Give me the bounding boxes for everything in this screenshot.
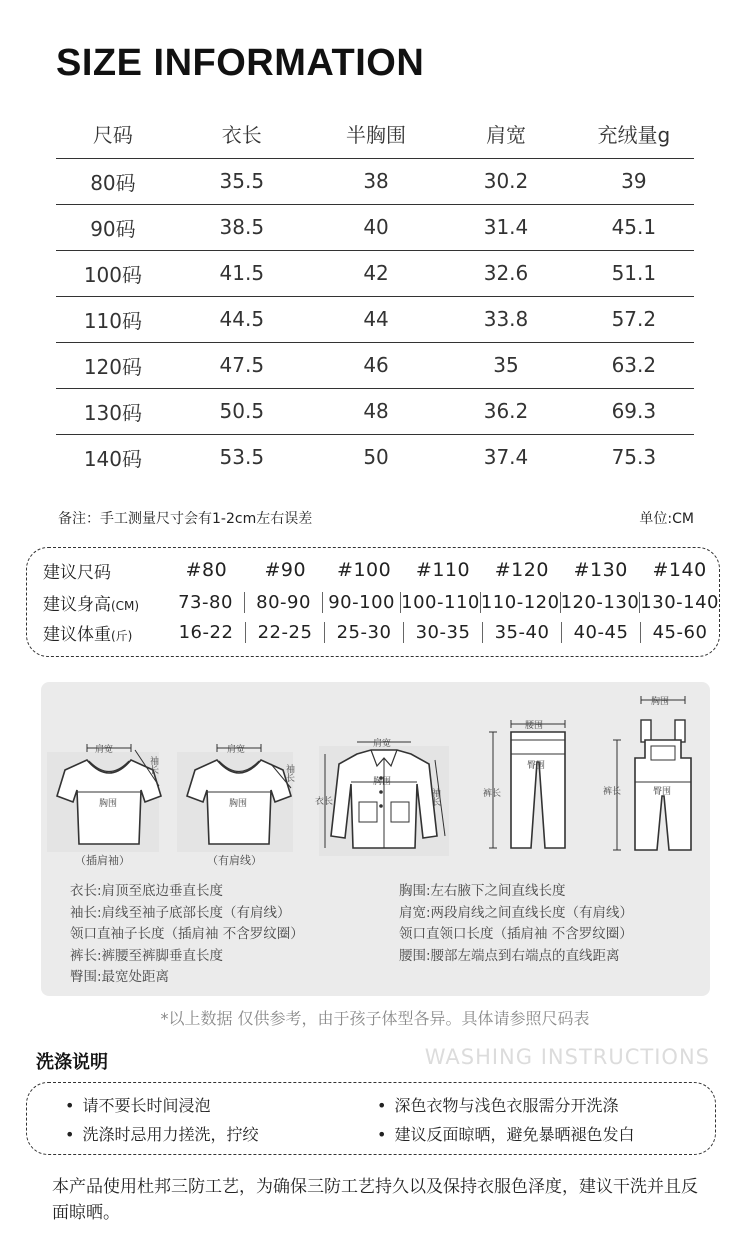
height-cell: 90-100 <box>322 592 400 613</box>
page-title: SIZE INFORMATION <box>56 42 425 84</box>
raglan-caption: （插肩袖） <box>75 854 130 867</box>
weight-cell: 16-22 <box>178 621 234 643</box>
chest-label: 胸围 <box>99 799 118 809</box>
shoulder-width-label: 肩宽 <box>373 739 392 749</box>
table-cell: 37.4 <box>483 445 529 470</box>
size-cell: #120 <box>494 559 549 581</box>
definition-line: 肩宽:两段肩线之间直线长度（有肩线） <box>399 904 634 921</box>
definition-line: 袖长:肩线至袖子底部长度（有肩线） <box>70 904 291 921</box>
table-cell: 53.5 <box>219 445 265 470</box>
table-cell: 40 <box>314 204 439 250</box>
table-cell: 41.5 <box>170 250 314 296</box>
table-row <box>56 158 694 204</box>
size-cell: #140 <box>652 559 707 581</box>
table-cell: 110码 <box>56 296 170 342</box>
washing-instructions-box <box>26 1082 716 1155</box>
length-label: 衣长 <box>315 797 334 807</box>
raglan-tshirt-diagram <box>47 734 167 867</box>
recommended-size-row <box>27 555 719 585</box>
definition-line: 臀围:最宽处距离 <box>70 969 170 986</box>
disclaimer-text: *以上数据 仅供参考，由于孩子体型各异。具体请参照尺码表 <box>160 1009 590 1028</box>
size-table <box>56 110 694 480</box>
recommended-weight-row <box>27 617 719 647</box>
table-cell: 57.2 <box>574 296 694 342</box>
table-cell: 63.2 <box>574 342 694 388</box>
table-cell: 31.4 <box>438 204 573 250</box>
measurement-diagram-panel <box>41 682 710 996</box>
header-cell: 衣长 <box>170 110 314 158</box>
table-cell: 120码 <box>56 342 170 388</box>
chest-label: 胸围 <box>229 799 248 809</box>
pants-diagram <box>481 718 571 868</box>
header-cell: 肩宽 <box>438 110 573 158</box>
size-cell: #110 <box>415 559 471 581</box>
table-cell: 50 <box>363 445 389 470</box>
weight-cell: 25-30 <box>324 622 403 643</box>
table-row <box>56 434 694 480</box>
table-cell: 30.2 <box>438 158 573 204</box>
washing-item: • 请不要长时间浸泡 <box>65 1093 210 1116</box>
chest-label: 胸围 <box>651 697 670 707</box>
sleeve-length-label: 袖长 <box>284 764 294 782</box>
table-cell: 48 <box>314 388 439 434</box>
height-cell: 100-110 <box>401 591 480 613</box>
definition-line: 领口直袖子长度（插肩袖 不含罗纹圈） <box>70 926 304 943</box>
table-cell: 44 <box>314 296 439 342</box>
weight-cell: 30-35 <box>403 622 482 643</box>
care-note: 本产品使用杜邦三防工艺，为确保三防工艺持久以及保持衣服色泽度，建议干洗并且反面晾晒。 <box>52 1177 698 1223</box>
header-cell: 尺码 <box>56 110 170 158</box>
recommended-size-label: 建议尺码 <box>43 562 111 583</box>
table-cell: 140码 <box>83 446 143 471</box>
height-cell: 120-130 <box>560 591 640 613</box>
hip-label: 臀围 <box>527 761 546 771</box>
height-cell: 130-140 <box>640 591 720 613</box>
definition-line: 衣长:肩顶至底边垂直长度 <box>70 883 224 899</box>
overalls-icon <box>601 692 701 858</box>
weight-cell: 22-25 <box>245 622 324 643</box>
weight-cell: 35-40 <box>482 622 561 643</box>
table-cell: 35.5 <box>170 158 314 204</box>
table-cell: 38 <box>314 158 439 204</box>
table-cell: 50.5 <box>170 388 314 434</box>
table-cell: 51.1 <box>574 250 694 296</box>
table-cell: 35 <box>438 342 573 388</box>
header-cell: 充绒量g <box>574 110 694 158</box>
shoulder-seam-tshirt-diagram <box>175 734 299 867</box>
definition-line: 领口直领口长度（插肩袖 不含罗纹圈） <box>399 926 633 943</box>
hip-label: 臀围 <box>653 787 672 797</box>
length-label: 裤长 <box>603 787 622 797</box>
chest-label: 胸围 <box>373 777 392 787</box>
table-row <box>56 388 694 434</box>
table-cell: 36.2 <box>438 388 573 434</box>
length-label: 裤长 <box>483 789 502 799</box>
table-cell: 33.8 <box>438 296 573 342</box>
header-cell: 半胸围 <box>314 110 439 158</box>
size-cell: #80 <box>185 559 228 581</box>
table-cell: 42 <box>314 250 439 296</box>
shoulder-width-label: 肩宽 <box>227 745 246 755</box>
sleeve-length-label: 袖长 <box>430 788 440 806</box>
washing-title: 洗涤说明 <box>36 1052 108 1073</box>
unit-note: 单位:CM <box>639 511 694 527</box>
weight-cell: 40-45 <box>561 622 640 643</box>
overalls-diagram <box>601 692 701 868</box>
size-cell: #100 <box>337 559 392 581</box>
table-row <box>56 204 694 250</box>
height-cell: 110-120 <box>480 591 560 613</box>
recommendation-box <box>26 547 720 657</box>
table-cell: 32.6 <box>438 250 573 296</box>
jacket-diagram <box>317 732 451 862</box>
table-row <box>56 296 694 342</box>
size-cell: #130 <box>573 559 628 581</box>
table-cell: 100码 <box>56 250 170 296</box>
shoulder-seam-caption: （有肩线） <box>207 854 262 867</box>
definition-line: 裤长:裤腰至裤脚垂直长度 <box>70 947 224 964</box>
recommended-height-row <box>27 587 719 617</box>
waist-label: 腰围 <box>525 721 544 731</box>
definition-line: 腰围:腰部左端点到右端点的直线距离 <box>399 947 620 964</box>
definitions-left <box>70 881 304 989</box>
table-cell: 69.3 <box>574 388 694 434</box>
table-cell: 75.3 <box>611 445 657 470</box>
measurement-note: 备注：手工测量尺寸会有1-2cm左右误差 <box>58 511 313 527</box>
pants-icon <box>481 718 571 852</box>
table-cell: 39 <box>574 158 694 204</box>
table-cell: 47.5 <box>170 342 314 388</box>
size-cell: #90 <box>264 559 307 581</box>
table-cell: 44.5 <box>170 296 314 342</box>
washing-title-en: WASHING INSTRUCTIONS <box>424 1045 710 1069</box>
definitions-right <box>399 881 633 967</box>
recommended-weight-label: 建议体重(斤) <box>43 624 133 645</box>
height-cell: 73-80 <box>178 591 233 613</box>
definition-line: 胸围:左右腋下之间直线长度 <box>399 883 566 899</box>
washing-item: • 建议反面晾晒，避免暴晒褪色发白 <box>377 1122 634 1145</box>
shoulder-width-label: 肩宽 <box>95 745 114 755</box>
washing-item: • 洗涤时忌用力搓洗，拧绞 <box>65 1122 258 1145</box>
table-cell: 46 <box>314 342 439 388</box>
table-cell: 130码 <box>56 388 170 434</box>
table-row <box>56 250 694 296</box>
height-cell: 80-90 <box>244 592 322 613</box>
table-cell: 45.1 <box>574 204 694 250</box>
sleeve-length-label: 袖长 <box>148 756 158 774</box>
table-cell: 80码 <box>56 158 170 204</box>
table-cell: 90码 <box>56 204 170 250</box>
table-row <box>56 342 694 388</box>
washing-item: • 深色衣物与浅色衣服需分开洗涤 <box>377 1093 618 1116</box>
weight-cell: 45-60 <box>640 622 719 643</box>
size-table-header <box>56 110 694 158</box>
recommended-height-label: 建议身高(CM) <box>43 594 140 615</box>
table-cell: 38.5 <box>170 204 314 250</box>
